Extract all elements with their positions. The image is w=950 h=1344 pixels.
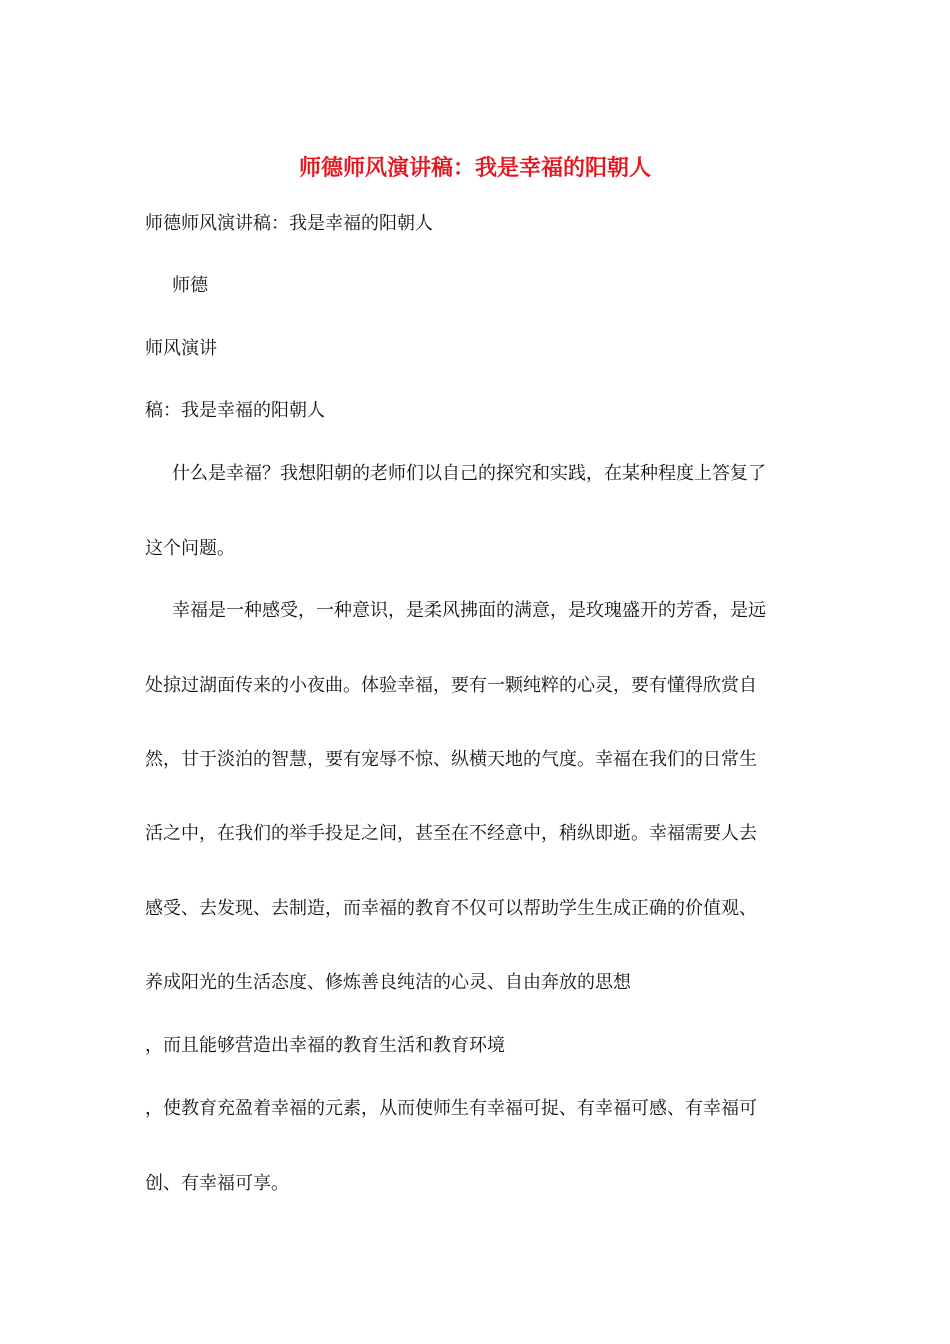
- paragraph-line: 处掠过湖面传来的小夜曲。体验幸福，要有一颗纯粹的心灵，要有懂得欣赏自: [145, 675, 757, 696]
- paragraph-line: 这个问题。: [145, 538, 235, 559]
- paragraph-line: 师德: [172, 275, 208, 296]
- paragraph-line: 师风演讲: [145, 338, 217, 359]
- paragraph-line: ，使教育充盈着幸福的元素，从而使师生有幸福可捉、有幸福可感、有幸福可: [145, 1098, 757, 1119]
- document-title: 师德师风演讲稿：我是幸福的阳朝人: [298, 155, 651, 181]
- paragraph-line: ，而且能够营造出幸福的教育生活和教育环境: [145, 1035, 505, 1056]
- paragraph-line: 幸福是一种感受，一种意识，是柔风拂面的满意，是玫瑰盛开的芳香，是远: [172, 600, 766, 621]
- paragraph-line: 活之中，在我们的举手投足之间，甚至在不经意中，稍纵即逝。幸福需要人去: [145, 823, 757, 844]
- paragraph-line: 创、有幸福可享。: [145, 1173, 289, 1194]
- paragraph-line: 什么是幸福？我想阳朝的老师们以自己的探究和实践，在某种程度上答复了: [172, 463, 766, 484]
- paragraph-line: 养成阳光的生活态度、修炼善良纯洁的心灵、自由奔放的思想: [145, 972, 631, 993]
- paragraph-line: 感受、去发现、去制造，而幸福的教育不仅可以帮助学生生成正确的价值观、: [145, 898, 757, 919]
- paragraph-line: 然，甘于淡泊的智慧，要有宠辱不惊、纵横天地的气度。幸福在我们的日常生: [145, 749, 757, 770]
- paragraph-line: 稿：我是幸福的阳朝人: [145, 400, 325, 421]
- subtitle-line: 师德师风演讲稿：我是幸福的阳朝人: [145, 213, 433, 234]
